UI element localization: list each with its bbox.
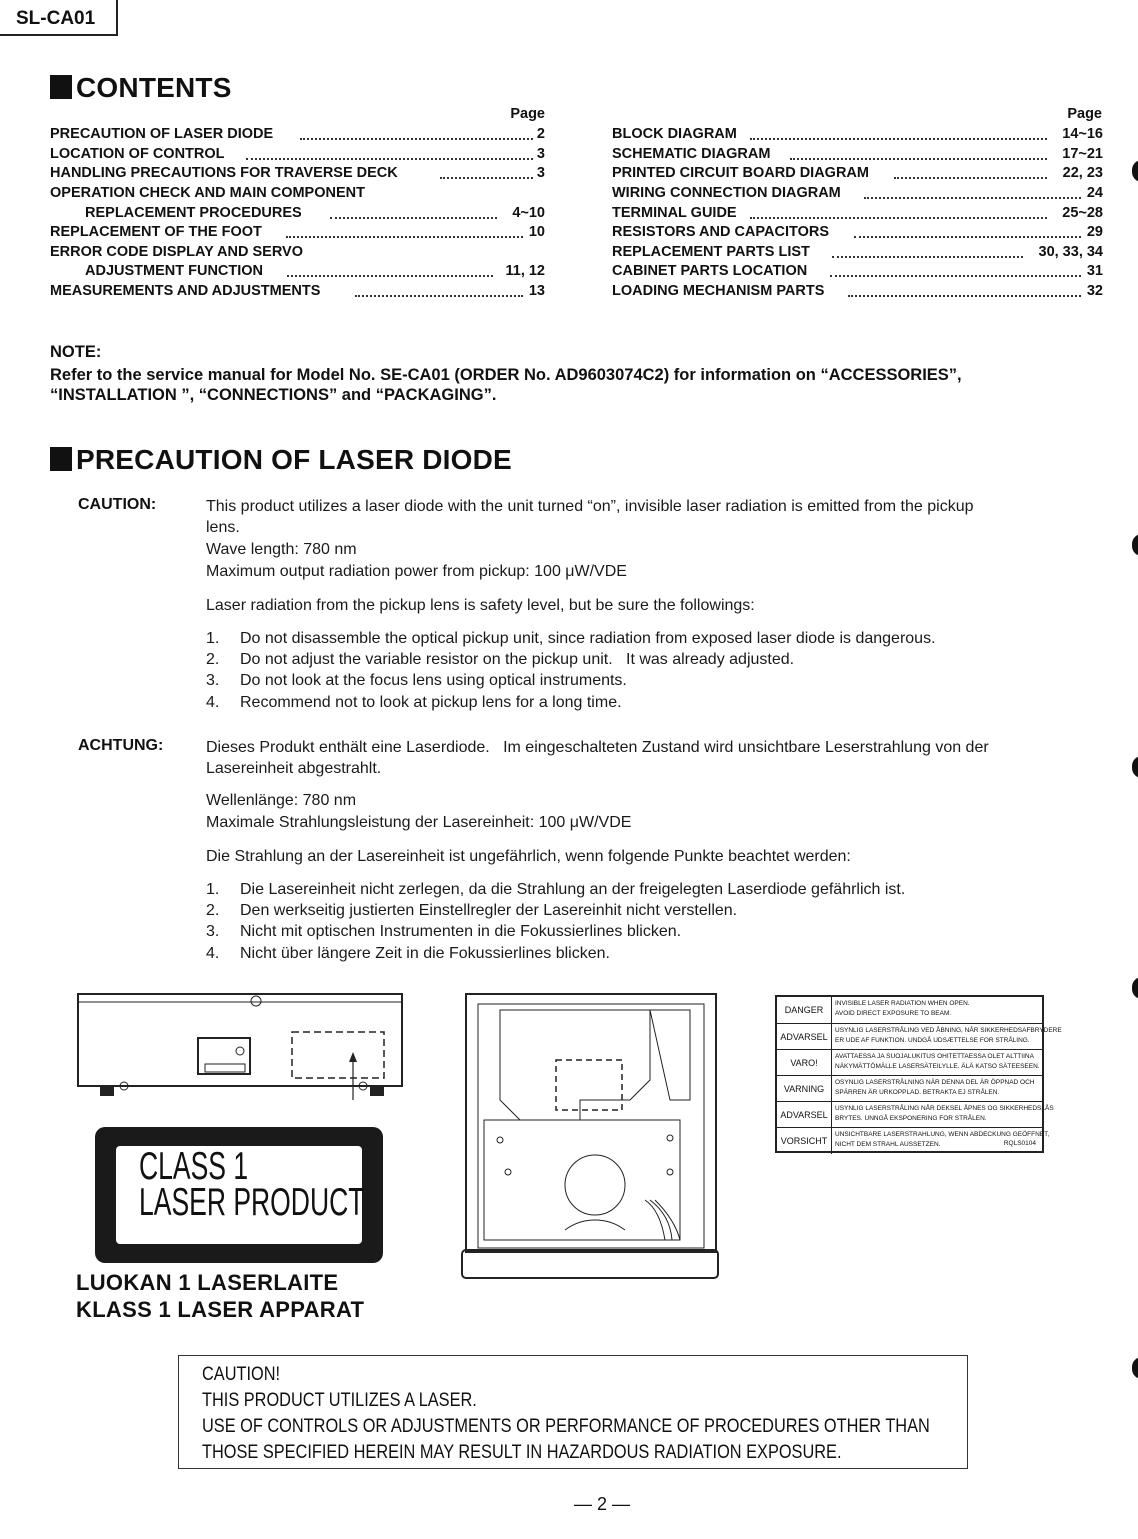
achtung-intro-2: Lasereinheit abgestrahlt. [206, 760, 382, 777]
toc-item-page: 3 [536, 165, 545, 181]
toc-item-title: OPERATION CHECK AND MAIN COMPONENT [50, 185, 365, 201]
toc-item-title: LOADING MECHANISM PARTS [612, 283, 825, 299]
toc-item-title: HANDLING PRECAUTIONS FOR TRAVERSE DECK [50, 165, 398, 181]
toc-item-title: TERMINAL GUIDE [612, 205, 737, 221]
caution-intro-1: This product utilizes a laser diode with the unit turned “on”, invisible laser radiation is emitted from the pickup [206, 498, 974, 515]
warning-lang: VORSICHT [777, 1128, 832, 1154]
toc-item-title: ADJUSTMENT FUNCTION [85, 263, 264, 279]
toc-item-title: WIRING CONNECTION DIAGRAM [612, 185, 841, 201]
warning-line: INVISIBLE LASER RADIATION WHEN OPEN. [835, 1000, 970, 1007]
warning-row [777, 1049, 1042, 1076]
achtung-label: ACHTUNG: [78, 737, 164, 754]
list-number: 3. [206, 672, 220, 689]
toc [0, 0, 1138, 310]
list-text: Do not adjust the variable resistor on the pickup unit. It was already adjusted. [240, 651, 795, 668]
caution-label: CAUTION: [78, 496, 157, 513]
heading-square-icon [50, 447, 72, 471]
caution-box-line: USE OF CONTROLS OR ADJUSTMENTS OR PERFORMANCE OF PROCEDURES OTHER THAN [202, 1416, 930, 1437]
caution-list [206, 628, 1106, 718]
toc-item-page: 2 [536, 126, 545, 142]
toc-item-line1[interactable] [50, 184, 545, 203]
list-number: 1. [206, 630, 220, 647]
toc-item-title: REPLACEMENT PROCEDURES [85, 205, 302, 221]
toc-item-page: 17~21 [1062, 146, 1103, 162]
toc-item[interactable] [612, 145, 1103, 164]
toc-item[interactable] [612, 262, 1103, 281]
warning-line: AVOID DIRECT EXPOSURE TO BEAM. [835, 1010, 952, 1017]
toc-item[interactable] [612, 184, 1103, 203]
warning-row [777, 1127, 1050, 1154]
toc-item-page: 14~16 [1062, 126, 1103, 142]
list-text: Nicht mit optischen Instrumenten in die Fokussierlines blicken. [240, 923, 682, 940]
toc-item-line2[interactable] [85, 204, 545, 223]
toc-item-page: 32 [1086, 283, 1103, 299]
toc-item-line1[interactable] [50, 243, 545, 262]
list-text: Den werkseitig justierten Einstellregler der Lasereinhit nicht verstellen. [240, 902, 738, 919]
achtung-intro-1: Dieses Produkt enthält eine Laserdiode. Im eingeschalteten Zustand wird unsichtbare Leserstrahlung von der [206, 739, 989, 756]
caution-box-line: THOSE SPECIFIED HEREIN MAY RESULT IN HAZARDOUS RADIATION EXPOSURE. [202, 1442, 842, 1463]
toc-item-title: REPLACEMENT PARTS LIST [612, 244, 810, 260]
contents-heading-text: CONTENTS [76, 72, 232, 103]
warning-line: OSYNLIG LASERSTRÅLNING NÄR DENNA DEL ÄR ÖPPNAD OCH [835, 1079, 1035, 1086]
caution-power: Maximum output radiation power from pickup: 100 μW/VDE [206, 563, 627, 580]
warning-row [777, 997, 1042, 1023]
class1-label [95, 1127, 383, 1263]
toc-item[interactable] [50, 164, 545, 183]
list-text: Die Lasereinheit nicht zerlegen, da die Strahlung an der freigelegten Laserdiode gefährlich ist. [240, 881, 906, 898]
list-number: 3. [206, 923, 220, 940]
list-number: 2. [206, 651, 220, 668]
warning-lang: VARO! [777, 1050, 832, 1076]
warning-text [835, 1026, 1062, 1046]
caution-intro-2: lens. [206, 519, 240, 536]
toc-item-title: MEASUREMENTS AND ADJUSTMENTS [50, 283, 321, 299]
warning-text [835, 1104, 1054, 1124]
toc-item-title: PRINTED CIRCUIT BOARD DIAGRAM [612, 165, 869, 181]
unit-top-view-drawing [460, 990, 722, 1282]
toc-item-title: REPLACEMENT OF THE FOOT [50, 224, 262, 240]
toc-item[interactable] [612, 164, 1103, 183]
toc-item-page: 31 [1086, 263, 1103, 279]
warning-lang: ADVARSEL [777, 1102, 832, 1128]
toc-item-title: BLOCK DIAGRAM [612, 126, 737, 142]
toc-item-title: CABINET PARTS LOCATION [612, 263, 808, 279]
toc-item-title: RESISTORS AND CAPACITORS [612, 224, 829, 240]
warning-line: AVATTAESSA JA SUOJALUKITUS OHITETTAESSA OLET ALTTIINA [835, 1053, 1034, 1060]
warning-line: NÄKYMÄTTÖMÄLLE LASERSÄTEILYLLE. ÄLÄ KATSO SÄTEESEEN. [835, 1063, 1040, 1070]
toc-item-page: 10 [528, 224, 545, 240]
toc-left-page-header: Page [510, 106, 545, 122]
caution-wavelength: Wave length: 780 nm [206, 541, 357, 558]
toc-item-title: LOCATION OF CONTROL [50, 146, 225, 162]
toc-item-page: 13 [528, 283, 545, 299]
warning-line: SPÄRREN ÄR URKOPPLAD. BETRAKTA EJ STRÅLEN. [835, 1089, 1000, 1096]
warning-line: USYNLIG LASERSTRÅLING NÅR DEKSEL ÅPNES OG SIKKERHEDSLÅS [835, 1105, 1054, 1112]
list-number: 4. [206, 945, 220, 962]
achtung-wavelength: Wellenlänge: 780 nm [206, 792, 357, 809]
toc-item[interactable] [50, 223, 545, 242]
unit-rear-view-drawing [70, 988, 410, 1100]
achtung-list [206, 879, 1106, 969]
precaution-heading-text: PRECAUTION OF LASER DIODE [76, 444, 512, 475]
list-text: Do not disassemble the optical pickup unit, since radiation from exposed laser diode is dangerous. [240, 630, 936, 647]
binding-hole-mark [1132, 534, 1138, 556]
warning-line: USYNLIG LASERSTRÅLING VED ÅBNING, NÅR SIKKERHEDSAFBRYDERE [835, 1027, 1062, 1034]
achtung-safety: Die Strahlung an der Lasereinheit ist ungefährlich, wenn folgende Punkte beachtet werden: [206, 848, 851, 865]
precaution-heading [50, 444, 512, 476]
warning-line: BRYTES. UNNGÅ EKSPONERING FOR STRÅLEN. [835, 1115, 987, 1122]
warning-lang: DANGER [777, 997, 832, 1023]
list-text: Do not look at the focus lens using optical instruments. [240, 672, 627, 689]
label-code: RQLS0104 [1003, 1140, 1036, 1147]
note-label: NOTE: [50, 343, 102, 361]
warning-line: UNSICHTBARE LASERSTRAHLUNG, WENN ABDECKUNG GEÖFFNET, [835, 1131, 1050, 1138]
list-number: 4. [206, 694, 220, 711]
model-tag: SL-CA01 [0, 0, 118, 36]
toc-right-page-header: Page [1067, 106, 1102, 122]
toc-item-page: 25~28 [1062, 205, 1103, 221]
caution-safety: Laser radiation from the pickup lens is safety level, but be sure the followings: [206, 597, 755, 614]
list-number: 1. [206, 881, 220, 898]
toc-item[interactable] [612, 125, 1103, 144]
toc-item-page: 24 [1086, 185, 1103, 201]
list-number: 2. [206, 902, 220, 919]
swedish-label: KLASS 1 LASER APPARAT [76, 1297, 365, 1322]
caution-box-line: THIS PRODUCT UTILIZES A LASER. [202, 1390, 477, 1411]
toc-item-page: 30, 33, 34 [1038, 244, 1103, 260]
page-number: — 2 — [574, 1494, 631, 1514]
warning-row [777, 1023, 1062, 1050]
warning-row [777, 1101, 1054, 1128]
warning-row [777, 1075, 1042, 1102]
warning-text [835, 1052, 1040, 1072]
class1-line2: LASER PRODUCT [139, 1181, 365, 1224]
binding-hole-mark [1132, 977, 1138, 999]
toc-item[interactable] [50, 282, 545, 301]
toc-item-title: ERROR CODE DISPLAY AND SERVO [50, 244, 303, 260]
toc-item[interactable] [50, 125, 545, 144]
laser-warning-label [775, 995, 1062, 1153]
warning-lang: VARNING [777, 1076, 832, 1102]
caution-box [178, 1355, 968, 1469]
toc-item-title: PRECAUTION OF LASER DIODE [50, 126, 274, 142]
toc-item[interactable] [612, 243, 1103, 262]
toc-item-line2[interactable] [85, 262, 545, 281]
warning-line: ER UDE AF FUNKTION. UNDGÅ UDSÆTTELSE FOR STRÅLING. [835, 1037, 1030, 1044]
toc-item[interactable] [612, 223, 1103, 242]
toc-item-page: 11, 12 [505, 263, 545, 279]
warning-line: NICHT DEM STRAHL AUSSETZEN. [835, 1141, 941, 1148]
binding-hole-mark [1132, 1357, 1138, 1379]
list-text: Recommend not to look at pickup lens for a long time. [240, 694, 622, 711]
warning-text [835, 1078, 1035, 1098]
note-line-2: “INSTALLATION ”, “CONNECTIONS” and “PACKAGING”. [50, 386, 497, 404]
caution-box-line: CAUTION! [202, 1364, 281, 1385]
binding-hole-mark [1132, 756, 1138, 778]
toc-item[interactable] [612, 282, 1103, 301]
warning-text [835, 999, 970, 1019]
finnish-label: LUOKAN 1 LASERLAITE [76, 1270, 339, 1295]
toc-item-page: 4~10 [512, 205, 545, 221]
class1-label-text [139, 1145, 365, 1224]
toc-item[interactable] [50, 145, 545, 164]
toc-item[interactable] [612, 204, 1103, 223]
achtung-power: Maximale Strahlungsleistung der Lasereinheit: 100 μW/VDE [206, 814, 632, 831]
note-line-1: Refer to the service manual for Model No. SE-CA01 (ORDER No. AD9603074C2) for information on “ACCESSORIES”, [50, 366, 962, 384]
toc-item-title: SCHEMATIC DIAGRAM [612, 146, 771, 162]
list-text: Nicht über längere Zeit in die Fokussierlines blicken. [240, 945, 610, 962]
toc-item-page: 29 [1086, 224, 1103, 240]
toc-item-page: 22, 23 [1062, 165, 1103, 181]
toc-item-page: 3 [536, 146, 545, 162]
warning-lang: ADVARSEL [777, 1024, 832, 1050]
class1-line1: CLASS 1 [139, 1145, 249, 1188]
